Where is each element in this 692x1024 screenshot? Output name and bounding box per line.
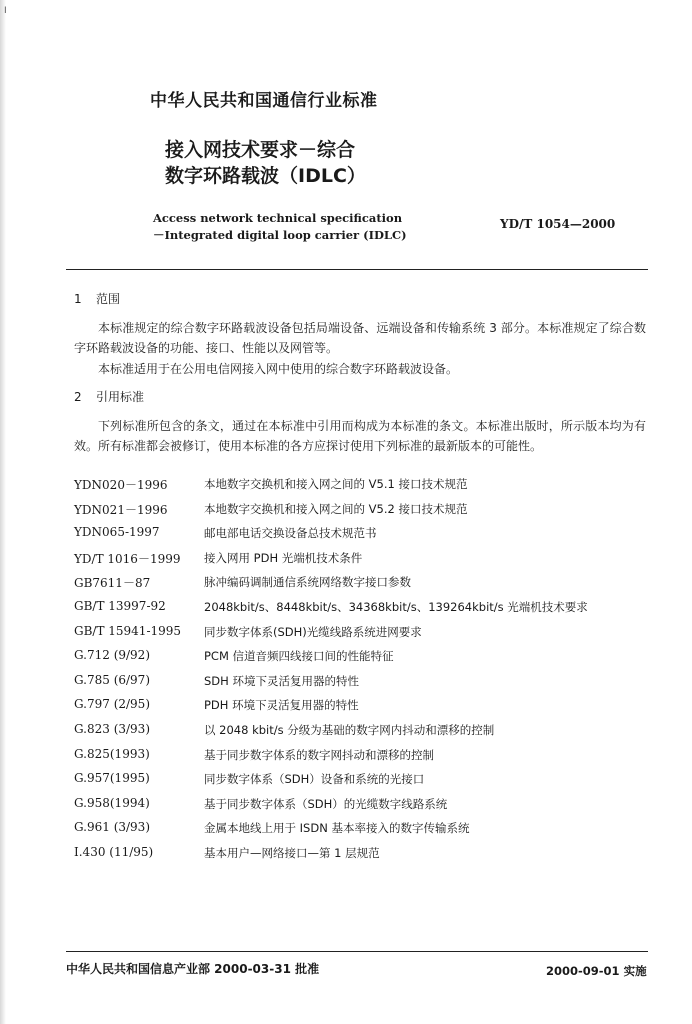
header-divider — [66, 269, 648, 270]
reference-code: G.823 (3/93) — [74, 722, 151, 736]
section-2-heading — [74, 388, 144, 405]
reference-title: 2048kbit/s、8448kbit/s、34368kbit/s、139264kbit/s 光端机技术要求 — [204, 600, 588, 614]
reference-row — [74, 697, 644, 719]
reference-code: YD/T 1016－1999 — [74, 551, 181, 566]
reference-title: 接入网用 PDH 光端机技术条件 — [204, 550, 363, 565]
reference-title: PCM 信道音频四线接口间的性能特征 — [204, 649, 394, 664]
reference-title: 以 2048 kbit/s 分级为基础的数字网内抖动和漂移的控制 — [204, 723, 495, 737]
section-1-heading — [74, 290, 120, 307]
footer-divider — [66, 951, 648, 952]
reference-code: G.797 (2/95) — [74, 697, 151, 712]
reference-row — [74, 476, 644, 498]
section-1-title: 范围 — [96, 292, 121, 306]
standard-title-en — [153, 210, 407, 244]
reference-title: 同步数字体系（SDH）设备和系统的光接口 — [204, 772, 425, 787]
reference-row — [74, 624, 644, 646]
reference-code: YDN020－1996 — [74, 478, 168, 492]
footer-issuer: 中华人民共和国信息产业部 2000-03-31 批准 — [66, 962, 320, 976]
reference-title: 金属本地线上用于 ISDN 基本率接入的数字传输系统 — [204, 821, 470, 836]
reference-code: GB/T 15941-1995 — [74, 623, 182, 638]
standard-title-en-line2: －Integrated digital loop carrier (IDLC) — [153, 228, 407, 242]
reference-row — [74, 599, 644, 621]
reference-row — [74, 722, 644, 744]
reference-title: 脉冲编码调制通信系统网络数字接口参数 — [204, 575, 411, 590]
reference-code: YDN065-1997 — [74, 525, 160, 540]
reference-title: 同步数字体系(SDH)光缆线路系统进网要求 — [204, 624, 422, 639]
reference-row — [74, 747, 644, 769]
reference-title: 邮电部电话交换设备总技术规范书 — [204, 526, 377, 541]
reference-row — [74, 501, 644, 523]
reference-code: G.957(1995) — [74, 771, 150, 786]
reference-row — [74, 525, 644, 547]
reference-code: YDN021－1996 — [74, 502, 168, 517]
reference-title: 基于同步数字体系的数字网抖动和漂移的控制 — [204, 747, 434, 762]
section-1-paragraph-2: 本标准适用于在公用电信网接入网中使用的综合数字环路载波设备。 — [98, 362, 459, 376]
reference-title: 本地数字交换机和接入网之间的 V5.2 接口技术规范 — [204, 501, 468, 516]
standard-number: YD/T 1054—2000 — [500, 217, 616, 231]
reference-code: G.825(1993) — [74, 746, 150, 761]
reference-code: G.961 (3/93) — [74, 820, 151, 835]
reference-title: 基本用户—网络接口—第 1 层规范 — [204, 846, 380, 860]
reference-title: 基于同步数字体系（SDH）的光缆数字线路系统 — [204, 796, 448, 811]
standard-title-en-line1: Access network technical specification — [153, 211, 403, 225]
reference-title: PDH 环境下灵活复用器的特性 — [204, 698, 359, 713]
standard-title-cn-line2: 数字环路载波（IDLC） — [165, 165, 366, 187]
reference-row — [74, 648, 644, 670]
reference-title: SDH 环境下灵活复用器的特性 — [204, 673, 359, 688]
section-1-number: 1 — [74, 292, 82, 306]
section-2-number: 2 — [74, 390, 82, 404]
scan-edge — [0, 0, 6, 1024]
reference-code: I.430 (11/95) — [74, 845, 154, 859]
reference-row — [74, 673, 644, 695]
reference-code: GB/T 13997-92 — [74, 599, 166, 613]
reference-row — [74, 550, 644, 572]
reference-row — [74, 771, 644, 793]
section-2-title: 引用标准 — [96, 390, 145, 404]
organization-title: 中华人民共和国通信行业标准 — [150, 91, 378, 111]
reference-row — [74, 820, 644, 842]
reference-code: G.785 (6/97) — [74, 672, 151, 687]
section-2-paragraph-1: 下列标准所包含的条文，通过在本标准中引用而构成为本标准的条文。本标准出版时，所示版本均为有效。所有标准都会被修订，使用本标准的各方应探讨使用下列标准的最新版本的可能性。 — [74, 419, 646, 453]
reference-row — [74, 796, 644, 818]
reference-code: GB7611－87 — [74, 576, 151, 591]
reference-code: G.958(1994) — [74, 795, 150, 810]
standard-title-cn-line1: 接入网技术要求－综合 — [165, 139, 356, 161]
reference-row — [74, 574, 644, 596]
standard-title-cn — [165, 137, 366, 189]
reference-row — [74, 845, 644, 867]
reference-title: 本地数字交换机和接入网之间的 V5.1 接口技术规范 — [204, 477, 468, 491]
section-1-paragraph-1: 本标准规定的综合数字环路载波设备包括局端设备、远端设备和传输系统 3 部分。本标准规定了综合数字环路载波设备的功能、接口、性能以及网管等。 — [74, 321, 646, 355]
corner-mark: I — [4, 6, 7, 16]
reference-code: G.712 (9/92) — [74, 648, 151, 663]
footer-effective-date: 2000-09-01 实施 — [546, 964, 647, 978]
